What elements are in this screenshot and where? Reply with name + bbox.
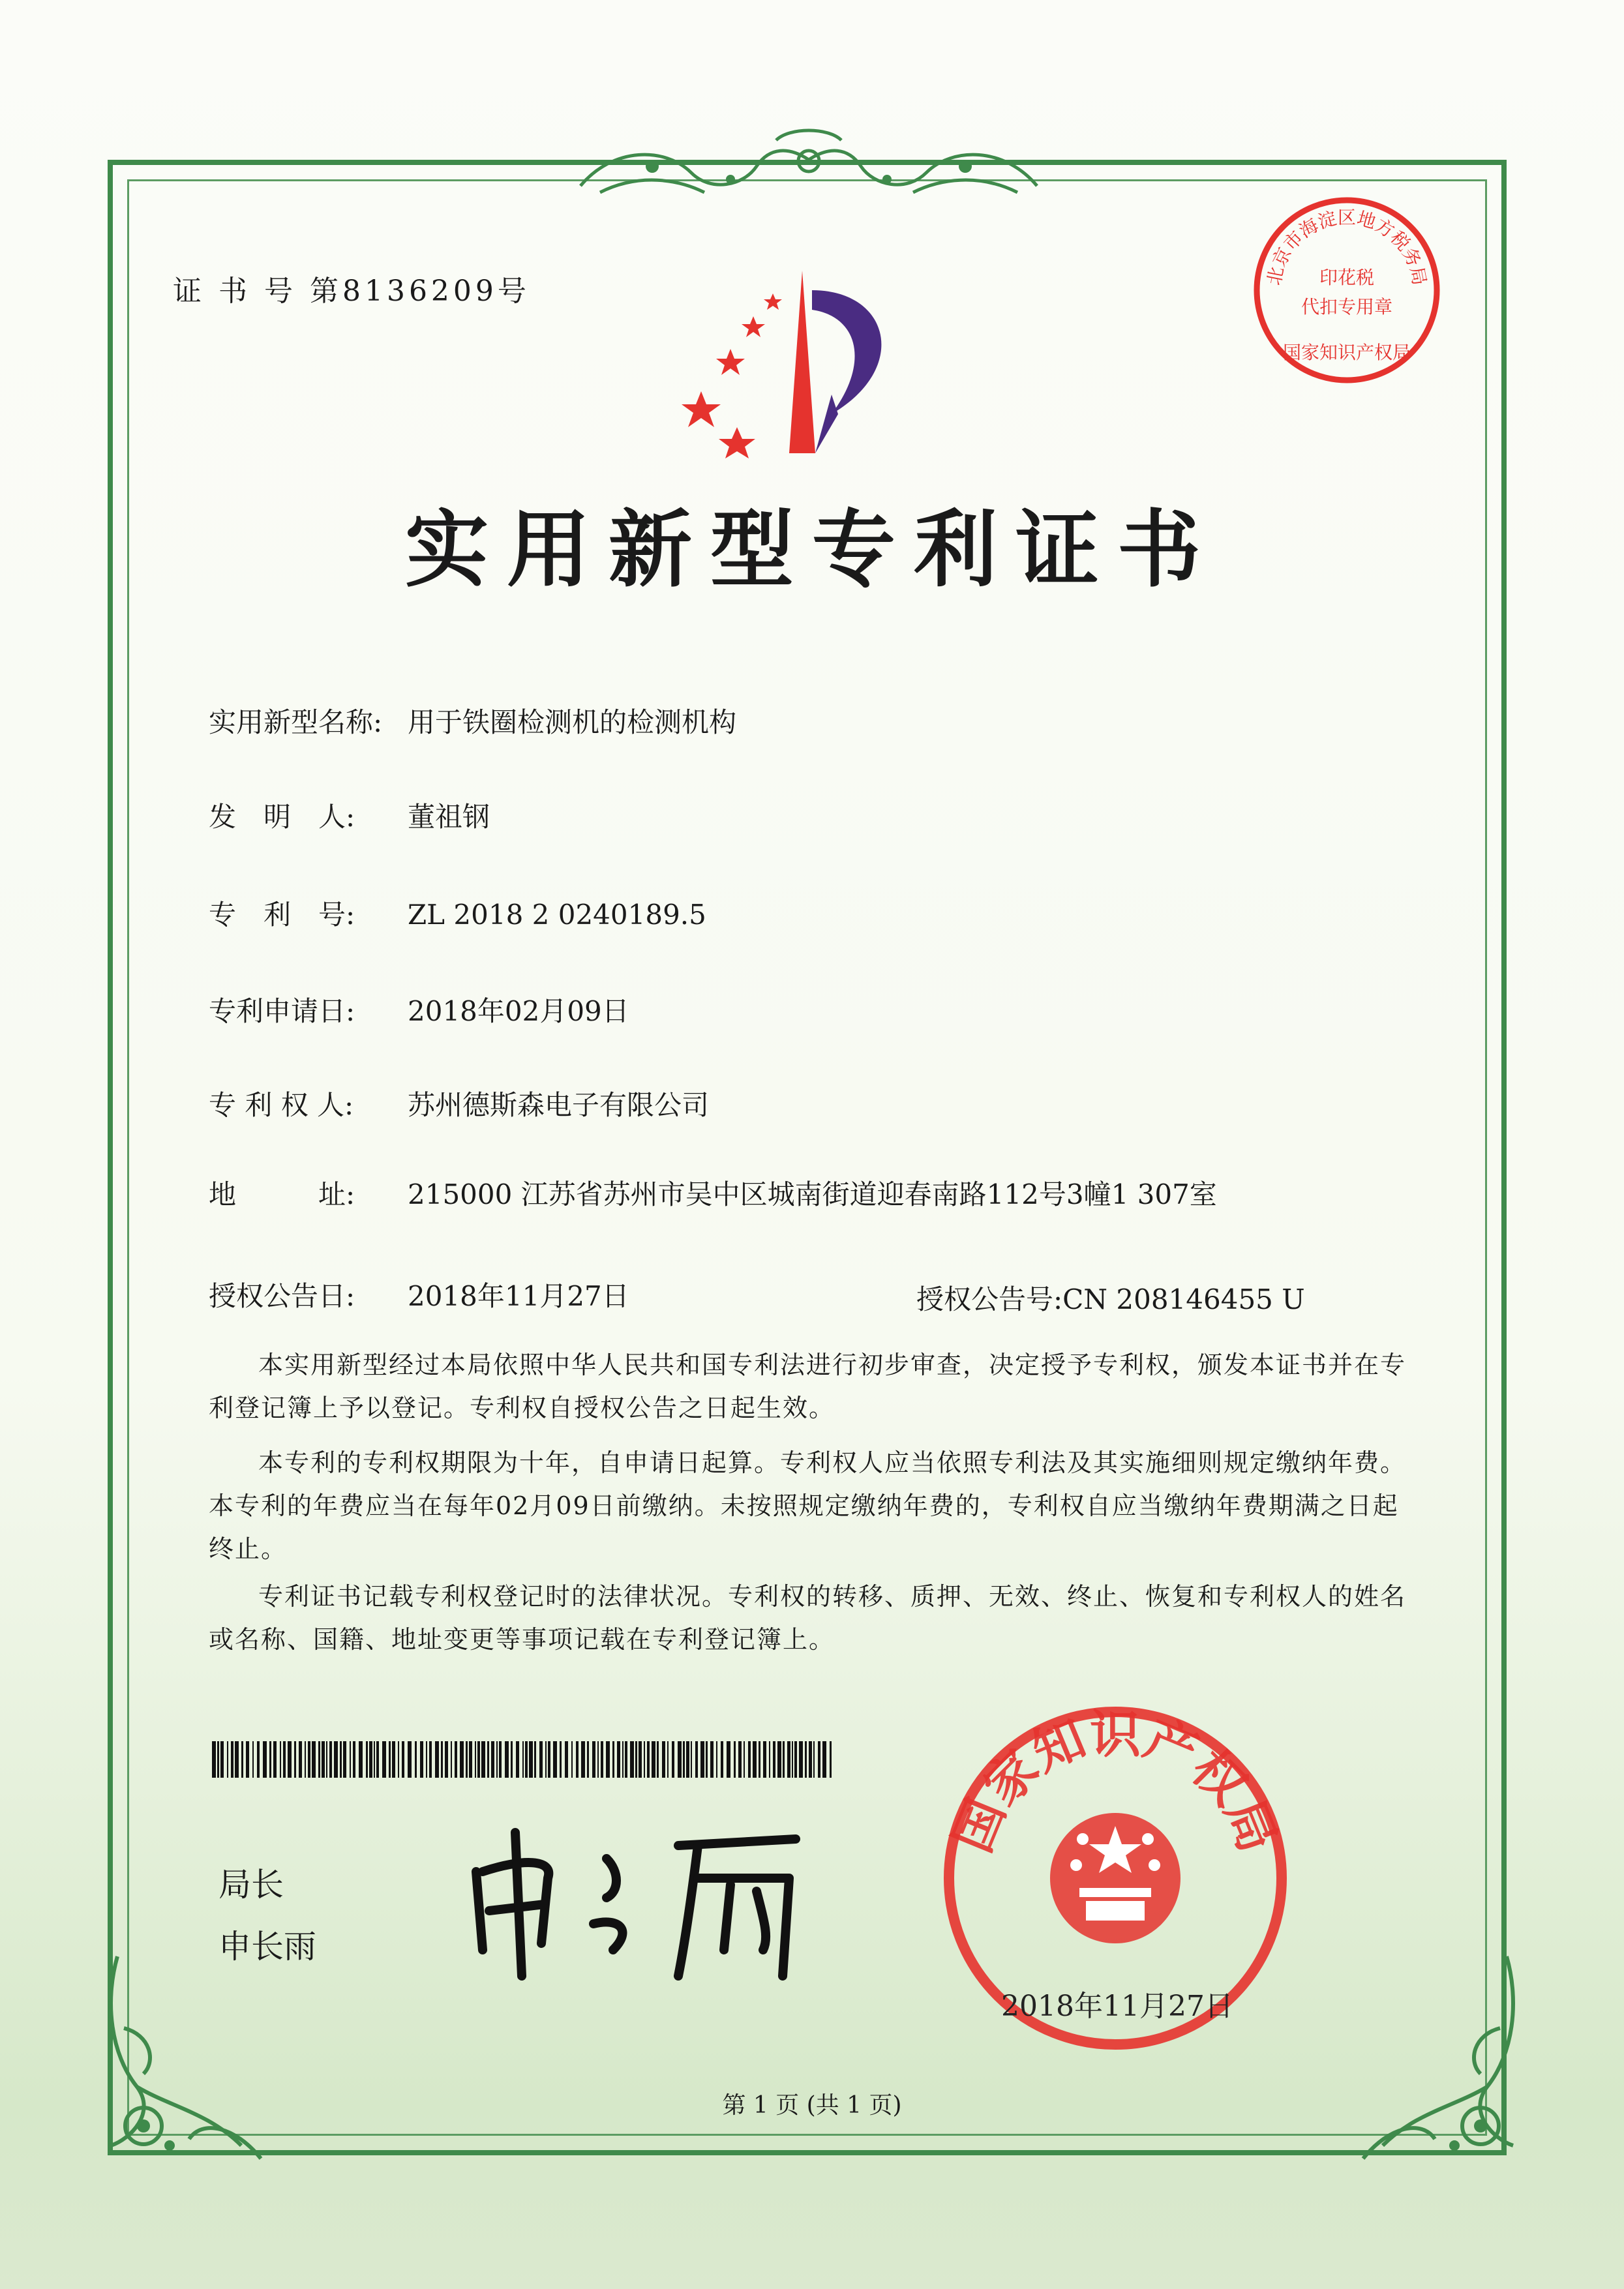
field-patentee: 专 利 权 人: 苏州德斯森电子有限公司 xyxy=(209,1089,710,1121)
svg-text:代扣专用章: 代扣专用章 xyxy=(1301,296,1393,318)
paragraph-2: 本专利的专利权期限为十年，自申请日起算。专利权人应当依照专利法及其实施细则规定缴纳年费。本专利的年费应当在每年02月09日前缴纳。未按照规定缴纳年费的，专利权自应当缴纳年费期满之日起终止。 xyxy=(209,1448,1407,1563)
page-footer: 第 1 页 (共 1 页) xyxy=(722,2092,902,2119)
bottom-right-ornament-icon xyxy=(1337,1950,1533,2172)
svg-text:北京市海淀区地方税务局: 北京市海淀区地方税务局 xyxy=(1263,206,1431,288)
field-grant-number: 授权公告号:CN 208146455 U xyxy=(916,1283,1305,1315)
director-name: 申长雨 xyxy=(218,1928,316,1966)
svg-text:国家知识产权局: 国家知识产权局 xyxy=(943,1705,1287,1861)
svg-text:印花税: 印花税 xyxy=(1319,267,1375,288)
field-inventor: 发 明 人: 董祖钢 xyxy=(209,801,490,833)
director-title: 局长 xyxy=(218,1866,284,1904)
seal-date: 2018年11月27日 xyxy=(1001,1990,1233,2023)
barcode-icon xyxy=(212,1741,838,1778)
tax-stamp-seal-icon xyxy=(1249,192,1445,388)
field-grant-date: 授权公告日: 2018年11月27日 xyxy=(209,1280,629,1312)
paragraph-1: 本实用新型经过本局依照中华人民共和国专利法进行初步审查，决定授予专利权，颁发本证书并在专利登记簿上予以登记。专利权自授权公告之日起生效。 xyxy=(209,1351,1407,1422)
director-signature-icon xyxy=(457,1819,822,1989)
field-patent-number: 专 利 号: ZL 2018 2 0240189.5 xyxy=(209,899,706,931)
field-filing-date: 专利申请日: 2018年02月09日 xyxy=(209,995,629,1027)
certificate-number: 证 书 号 第8136209号 xyxy=(173,275,530,308)
field-name: 实用新型名称: 用于铁圈检测机的检测机构 xyxy=(209,706,737,738)
svg-text:国家知识产权局: 国家知识产权局 xyxy=(1282,342,1411,363)
certificate-title: 实用新型专利证书 xyxy=(404,501,1219,599)
patent-office-logo-icon xyxy=(675,264,923,460)
bottom-left-ornament-icon xyxy=(91,1950,287,2172)
top-ornament-icon xyxy=(561,121,1057,205)
paragraph-3: 专利证书记载专利权登记时的法律状况。专利权的转移、质押、无效、终止、恢复和专利权人的姓名或名称、国籍、地址变更等事项记载在专利登记簿上。 xyxy=(209,1582,1407,1654)
field-address: 地 址: 215000 江苏省苏州市吴中区城南街道迎春南路112号3幢1 307室 xyxy=(209,1178,1217,1210)
